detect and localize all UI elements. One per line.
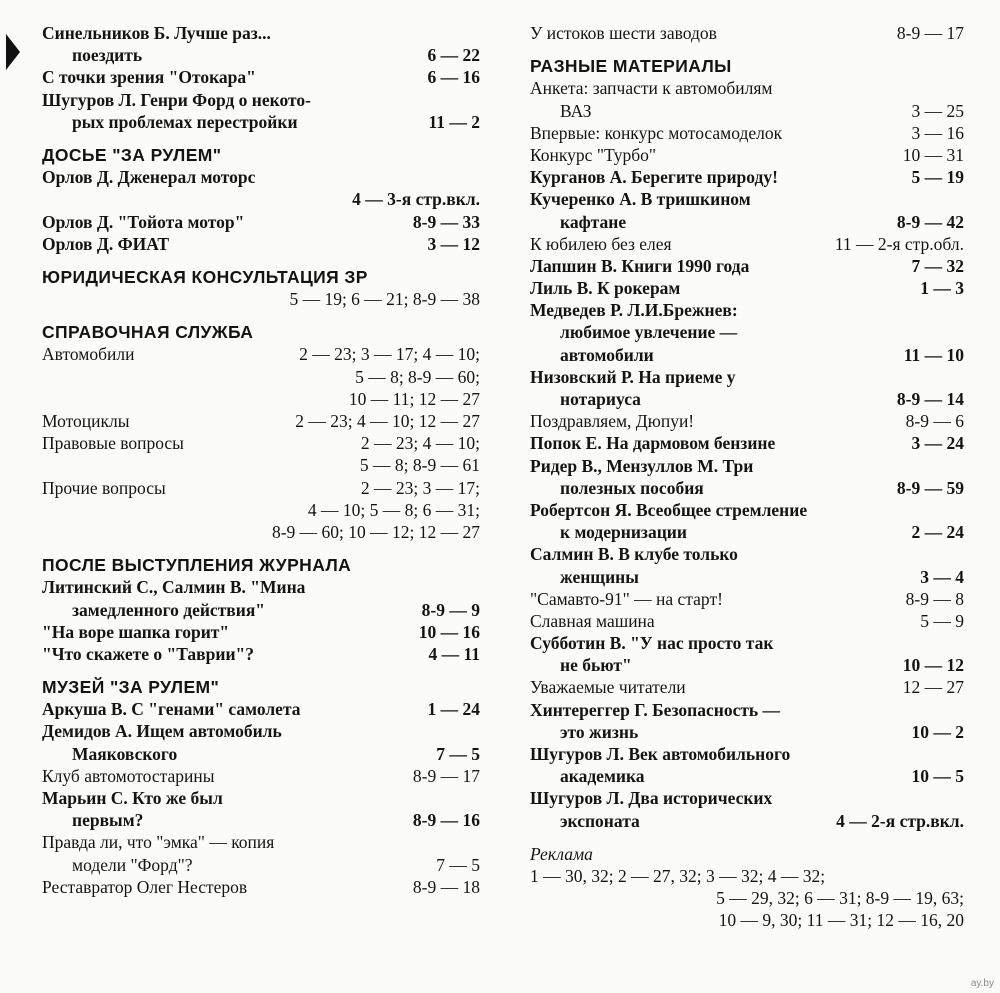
entry-title: кафтане [560, 211, 627, 232]
index-entry [530, 477, 964, 499]
entry-title: Салмин В. В клубе только [530, 544, 738, 565]
entry-title: к модернизации [560, 522, 687, 543]
entry-page-ref: 10 — 16 [418, 621, 480, 642]
entry-title: Лапшин В. Книги 1990 года [530, 255, 750, 276]
entry-page-ref: 5 — 19; 6 — 21; 8-9 — 38 [289, 289, 480, 310]
entry-title: женщины [560, 566, 639, 587]
entry-title: академика [560, 766, 645, 787]
entry-title: Реставратор Олег Нестеров [42, 876, 248, 897]
entry-title: Поздравляем, Дюпуи! [530, 411, 695, 432]
entry-page-ref: 8-9 — 59 [896, 477, 964, 498]
section-heading [530, 55, 964, 77]
index-entry [42, 499, 480, 521]
index-entry [42, 188, 480, 210]
entry-title: Робертсон Я. Всеобщее стремление [530, 499, 808, 520]
entry-page-ref: 8-9 — 60; 10 — 12; 12 — 27 [271, 521, 480, 542]
entry-page-ref: 5 — 29, 32; 6 — 31; 8-9 — 19, 63; [716, 888, 964, 909]
section-heading [42, 266, 480, 288]
entry-title: "Что скажете о "Таврии"? [42, 643, 254, 664]
heading-text: ПОСЛЕ ВЫСТУПЛЕНИЯ ЖУРНАЛА [42, 555, 352, 576]
index-entry [42, 787, 480, 809]
index-entry [530, 22, 964, 44]
index-entry [530, 77, 964, 99]
entry-page-ref: 6 — 16 [427, 67, 480, 88]
index-entry [42, 720, 480, 742]
entry-title: ВАЗ [560, 100, 592, 121]
bookmark-triangle-icon [6, 34, 20, 70]
index-entry [42, 454, 480, 476]
index-entry [530, 344, 964, 366]
index-entry [530, 255, 964, 277]
index-entry [42, 89, 480, 111]
heading-text: ДОСЬЕ "ЗА РУЛЕМ" [42, 144, 222, 165]
entry-title: Демидов А. Ищем автомобиль [42, 721, 282, 742]
entry-title: Медведев Р. Л.И.Брежнев: [530, 300, 738, 321]
entry-title: Уважаемые читатели [530, 677, 686, 698]
entry-page-ref: 3 — 16 [911, 122, 964, 143]
index-entry [42, 388, 480, 410]
entry-title: Правовые вопросы [42, 433, 184, 454]
index-entry [42, 233, 480, 255]
entry-title: Клуб автомотостарины [42, 765, 215, 786]
index-entry [530, 455, 964, 477]
entry-title: "Самавто-91" — на старт! [530, 588, 723, 609]
entry-page-ref: 8-9 — 9 [421, 599, 480, 620]
index-entry [530, 610, 964, 632]
entry-title: У истоков шести заводов [530, 23, 717, 43]
entry-page-ref: 8-9 — 17 [412, 765, 480, 786]
entry-title: Литинский С., Салмин В. "Мина [42, 577, 306, 598]
index-entry [530, 787, 964, 809]
entry-title: Автомобили [42, 344, 135, 365]
entry-page-ref: 11 — 2 [428, 111, 480, 132]
entry-title: 1 — 30, 32; 2 — 27, 32; 3 — 32; 4 — 32; [530, 865, 826, 886]
section-heading [42, 554, 480, 576]
entry-page-ref: 11 — 2-я стр.обл. [834, 233, 964, 254]
entry-title: Субботин В. "У нас просто так [530, 633, 774, 654]
index-entry [530, 810, 964, 832]
index-entry [530, 654, 964, 676]
entry-page-ref: 3 — 24 [911, 433, 964, 454]
entry-title: поездить [72, 45, 143, 66]
index-entry [42, 366, 480, 388]
index-entry [42, 211, 480, 233]
entry-title: замедленного действия" [72, 599, 266, 620]
index-entry [42, 643, 480, 665]
heading-text: РАЗНЫЕ МАТЕРИАЛЫ [530, 56, 732, 77]
index-entry [530, 233, 964, 255]
entry-page-ref: 5 — 19 [911, 167, 964, 188]
entry-title: Синельников Б. Лучше раз... [42, 23, 271, 43]
index-entry [530, 543, 964, 565]
entry-page-ref: 8-9 — 33 [412, 211, 480, 232]
index-entry [530, 743, 964, 765]
index-entry [42, 809, 480, 831]
index-entry [42, 343, 480, 365]
index-entry [42, 599, 480, 621]
index-entry [42, 288, 480, 310]
entry-page-ref: 7 — 5 [436, 854, 480, 875]
entry-page-ref: 10 — 2 [911, 721, 964, 742]
index-entry [530, 676, 964, 698]
index-entry [530, 122, 964, 144]
entry-page-ref: 1 — 24 [427, 699, 480, 720]
entry-page-ref: 2 — 24 [911, 522, 964, 543]
entry-title: Мотоциклы [42, 411, 130, 431]
entry-page-ref: 5 — 8; 8-9 — 60; [355, 366, 480, 387]
heading-text: СПРАВОЧНАЯ СЛУЖБА [42, 322, 254, 343]
heading-text: ЮРИДИЧЕСКАЯ КОНСУЛЬТАЦИЯ ЗР [42, 266, 368, 287]
index-entry [42, 521, 480, 543]
entry-title: Ридер В., Мензуллов М. Три [530, 455, 754, 476]
entry-page-ref: 4 — 3-я стр.вкл. [352, 189, 480, 210]
index-entry [530, 432, 964, 454]
entry-page-ref: 10 — 9, 30; 11 — 31; 12 — 16, 20 [718, 910, 964, 931]
entry-page-ref: 10 — 11; 12 — 27 [348, 388, 480, 409]
watermark: ay.by [970, 978, 994, 989]
index-entry [530, 366, 964, 388]
index-entry [530, 166, 964, 188]
entry-page-ref: 3 — 12 [427, 233, 480, 254]
entry-page-ref: 3 — 25 [911, 100, 964, 121]
entry-title: "На воре шапка горит" [42, 621, 230, 642]
entry-title: рых проблемах перестройки [72, 111, 298, 132]
index-entry [530, 865, 964, 887]
index-entry [42, 410, 480, 432]
index-entry [530, 887, 964, 909]
index-entry [42, 698, 480, 720]
section-heading [42, 676, 480, 698]
index-entry [530, 521, 964, 543]
entry-page-ref: 8-9 — 16 [412, 810, 480, 831]
entry-page-ref: 12 — 27 [902, 677, 964, 698]
entry-page-ref: 10 — 5 [911, 766, 964, 787]
index-entry [42, 66, 480, 88]
entry-title: Реклама [530, 843, 593, 864]
index-entry [530, 277, 964, 299]
index-entry [530, 144, 964, 166]
entry-page-ref: 8-9 — 14 [896, 389, 964, 409]
entry-page-ref: 10 — 31 [902, 144, 964, 165]
entry-title: Шугуров Л. Век автомобильного [530, 744, 791, 764]
entry-title: Анкета: запчасти к автомобилям [530, 78, 773, 99]
entry-page-ref: 1 — 3 [920, 278, 964, 299]
entry-title: это жизнь [560, 721, 639, 742]
section-heading [42, 321, 480, 343]
entry-page-ref: 10 — 12 [902, 655, 964, 676]
index-entry [530, 410, 964, 432]
entry-title: Орлов Д. ФИАТ [42, 233, 170, 254]
entry-page-ref: 8-9 — 8 [905, 588, 964, 609]
entry-page-ref: 5 — 9 [920, 610, 964, 631]
index-entry [530, 632, 964, 654]
index-entry [530, 188, 964, 210]
entry-title: Курганов А. Берегите природу! [530, 167, 778, 188]
index-entry [530, 100, 964, 122]
entry-title: любимое увлечение — [560, 322, 738, 343]
index-entry [530, 566, 964, 588]
entry-title: Орлов Д. Дженерал моторс [42, 167, 256, 188]
entry-page-ref: 6 — 22 [427, 45, 480, 66]
entry-title: Прочие вопросы [42, 477, 166, 498]
entry-page-ref: 2 — 23; 4 — 10; 12 — 27 [295, 411, 480, 431]
entry-title: экспоната [560, 810, 640, 831]
entry-title: Аркуша В. С "генами" самолета [42, 699, 301, 720]
index-entry [42, 44, 480, 66]
entry-title: Шугуров Л. Генри Форд о некото- [42, 89, 311, 110]
entry-page-ref: 7 — 32 [911, 255, 964, 276]
index-entry [530, 699, 964, 721]
entry-page-ref: 11 — 10 [903, 344, 964, 365]
index-entry [530, 388, 964, 410]
index-entry [42, 876, 480, 898]
entry-page-ref: 4 — 10; 5 — 8; 6 — 31; [307, 499, 480, 520]
entry-page-ref: 3 — 4 [920, 566, 964, 587]
index-entry [530, 321, 964, 343]
index-entry [42, 854, 480, 876]
index-entry [530, 499, 964, 521]
left-index-column [42, 22, 480, 898]
entry-title: С точки зрения "Отокара" [42, 67, 256, 88]
entry-title: полезных пособия [560, 477, 704, 498]
entry-title: модели "Форд"? [72, 854, 193, 875]
entry-title: Правда ли, что "эмка" — копия [42, 832, 275, 853]
entry-page-ref: 8-9 — 42 [896, 211, 964, 232]
entry-page-ref: 7 — 5 [436, 743, 480, 764]
right-index-column [530, 22, 964, 932]
index-entry [42, 432, 480, 454]
entry-page-ref: 2 — 23; 4 — 10; [360, 433, 480, 454]
entry-page-ref: 8-9 — 17 [896, 23, 964, 43]
entry-title: Маяковского [72, 743, 178, 764]
entry-title: К юбилею без елея [530, 233, 672, 254]
entry-title: Низовский Р. На приеме у [530, 366, 736, 387]
index-entry [42, 166, 480, 188]
index-entry [42, 831, 480, 853]
entry-page-ref: 8-9 — 18 [412, 876, 480, 897]
entry-title: Попок Е. На дармовом бензине [530, 433, 776, 454]
index-entry [42, 22, 480, 44]
index-entry [530, 299, 964, 321]
entry-page-ref: 8-9 — 6 [905, 411, 964, 432]
entry-title: Марьин С. Кто же был [42, 788, 223, 808]
index-entry [42, 576, 480, 598]
entry-page-ref: 4 — 11 [428, 643, 480, 664]
entry-title: Орлов Д. "Тойота мотор" [42, 211, 245, 232]
index-entry [42, 621, 480, 643]
index-entry [530, 588, 964, 610]
index-entry [530, 765, 964, 787]
index-entry [42, 477, 480, 499]
entry-page-ref: 4 — 2-я стр.вкл. [836, 810, 964, 831]
entry-title: Шугуров Л. Два исторических [530, 788, 773, 809]
index-entry [42, 743, 480, 765]
entry-title: автомобили [560, 344, 654, 365]
entry-page-ref: 5 — 8; 8-9 — 61 [359, 455, 480, 476]
entry-title: не бьют" [560, 655, 632, 676]
entry-title: Конкурс "Турбо" [530, 144, 657, 165]
index-entry [530, 721, 964, 743]
entry-page-ref: 2 — 23; 3 — 17; 4 — 10; [299, 344, 480, 365]
index-entry [530, 843, 964, 865]
entry-title: первым? [72, 810, 144, 831]
index-entry [42, 765, 480, 787]
entry-page-ref: 2 — 23; 3 — 17; [360, 477, 480, 498]
entry-title: Хинтереггер Г. Безопасность — [530, 699, 781, 720]
entry-title: Впервые: конкурс мотосамоделок [530, 122, 783, 143]
heading-text: МУЗЕЙ "ЗА РУЛЕМ" [42, 677, 220, 698]
entry-title: Лиль В. К рокерам [530, 278, 681, 299]
entry-title: Славная машина [530, 610, 655, 631]
entry-title: Кучеренко А. В тришкином [530, 189, 751, 210]
index-entry [42, 111, 480, 133]
index-entry [530, 211, 964, 233]
index-entry [530, 909, 964, 931]
entry-title: нотариуса [560, 389, 641, 409]
section-heading [42, 144, 480, 166]
